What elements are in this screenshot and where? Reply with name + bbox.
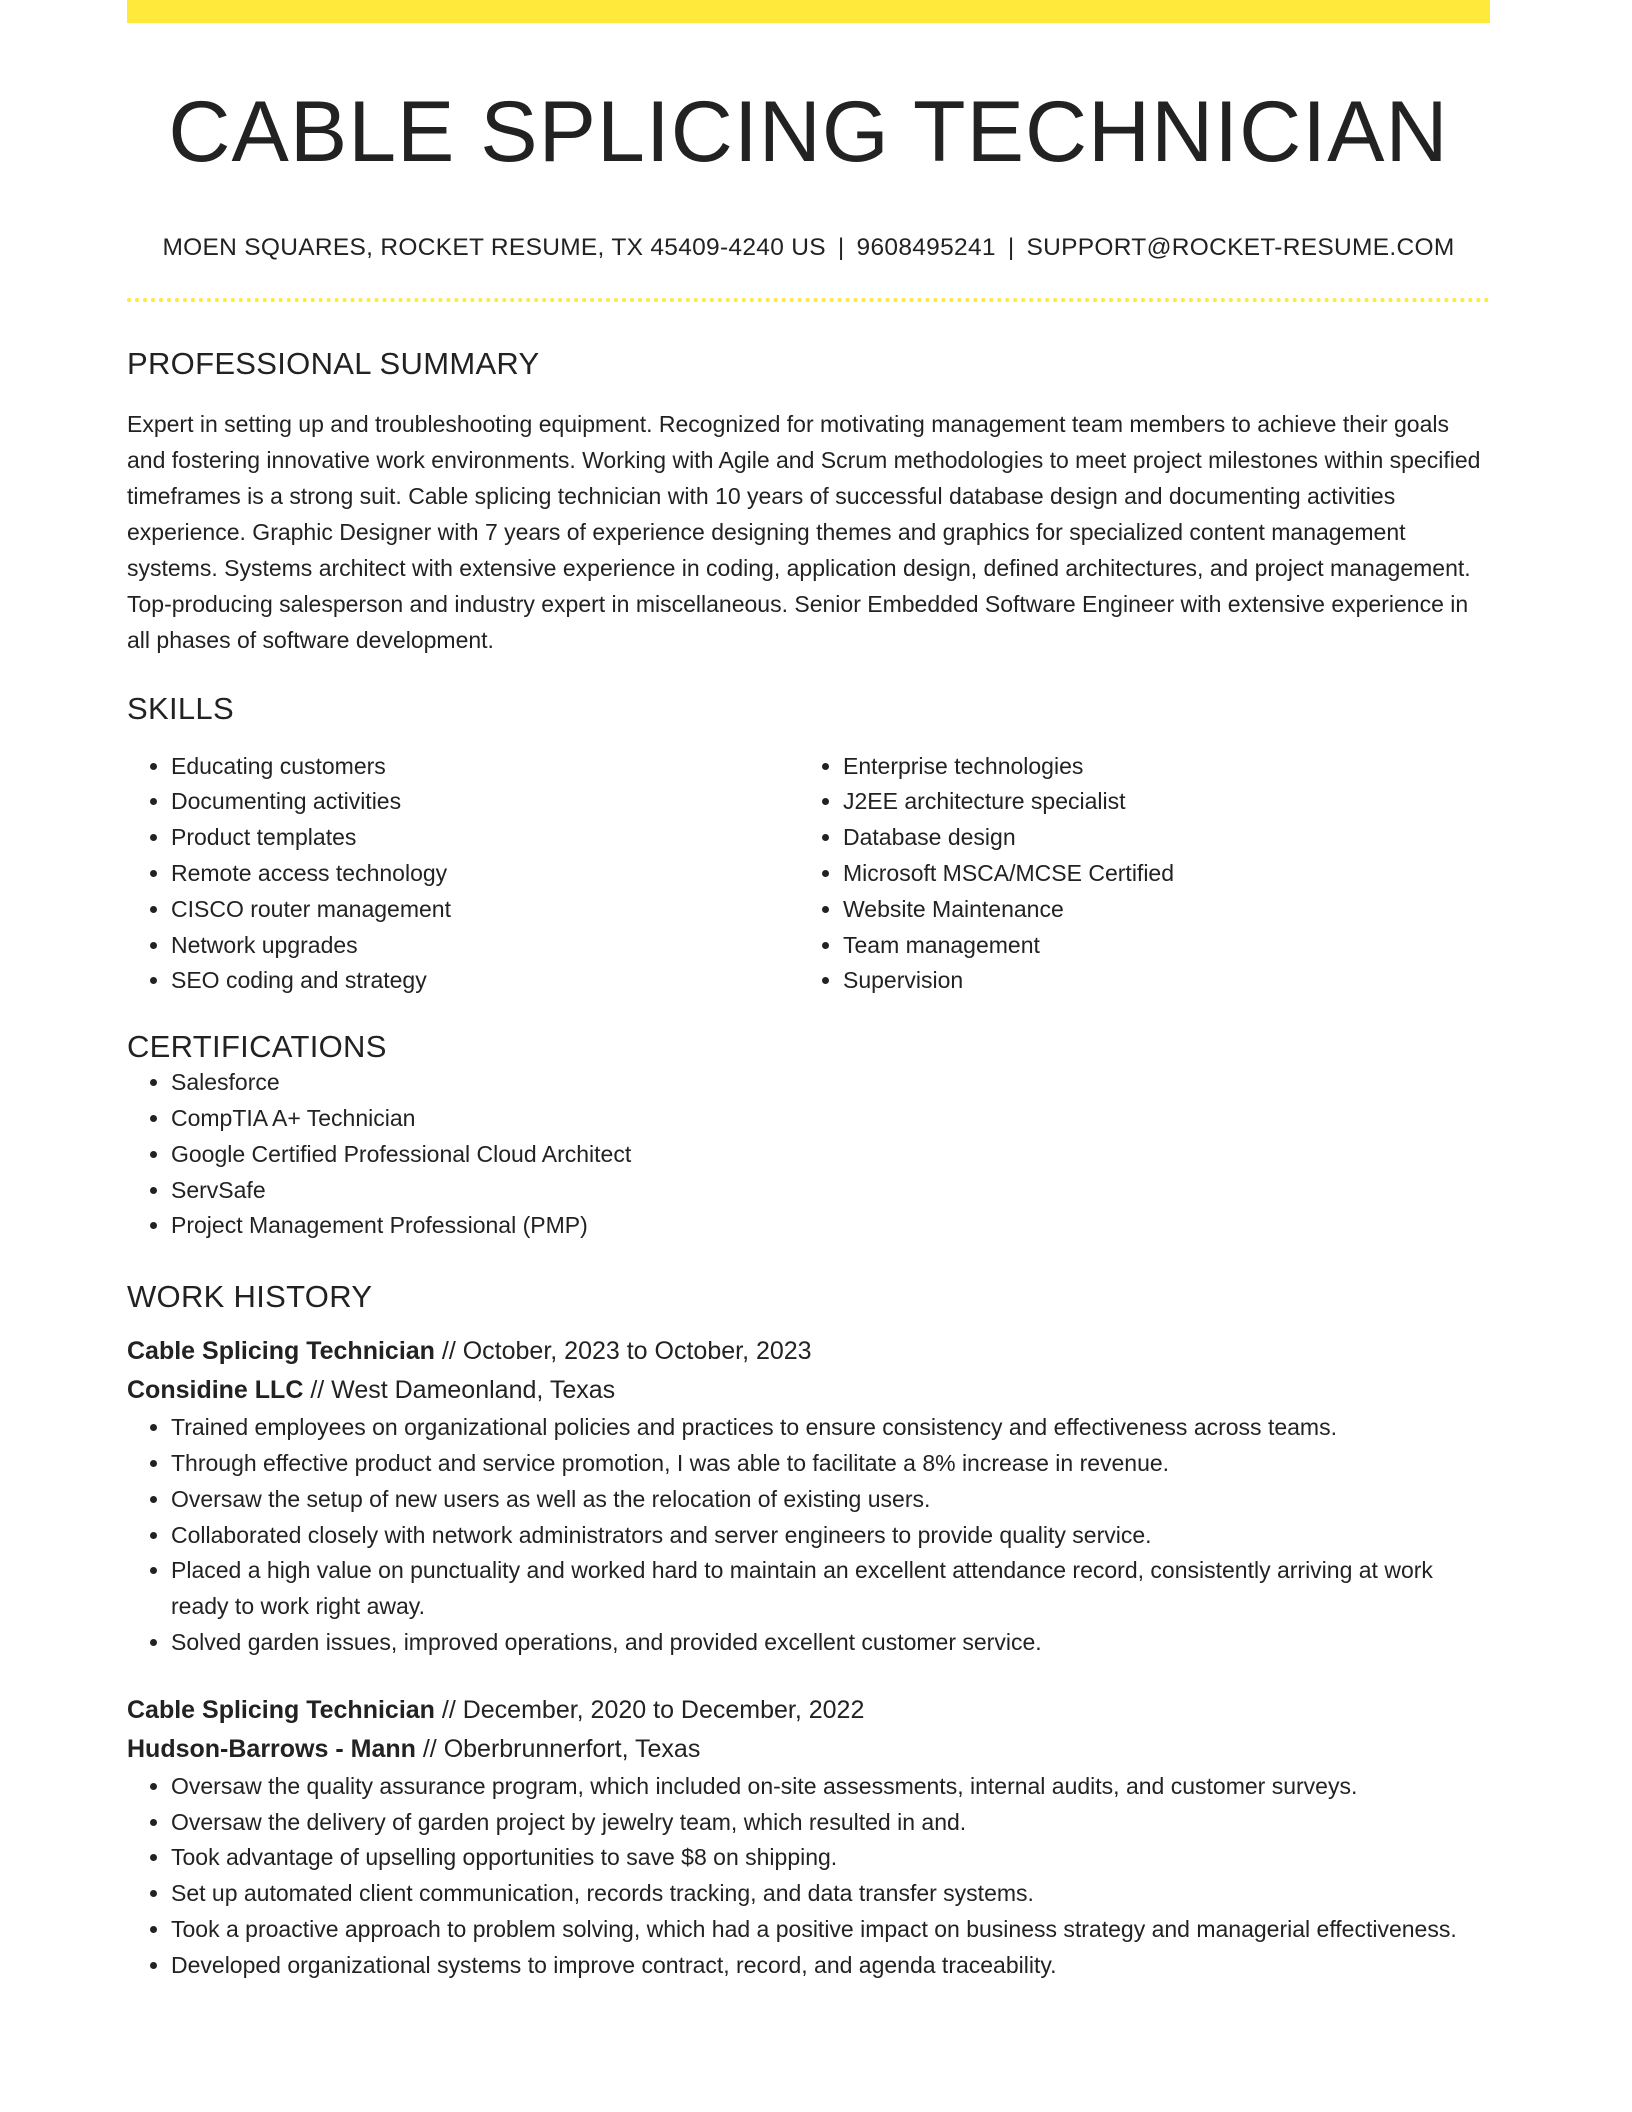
certification-item: • Project Management Professional (PMP) (171, 1208, 1490, 1244)
job-company-line (127, 1730, 1490, 1769)
skills-column-right (799, 749, 1471, 1000)
dotted-divider (127, 298, 1490, 302)
summary-heading: PROFESSIONAL SUMMARY (127, 345, 540, 381)
job-role: Cable Splicing Technician (127, 1695, 435, 1724)
job-dates: // December, 2020 to December, 2022 (441, 1695, 865, 1724)
job-entry (127, 1332, 1490, 1661)
skill-item: • Documenting activities (171, 784, 799, 820)
job-dates: // October, 2023 to October, 2023 (441, 1337, 812, 1366)
job-role-line (127, 1691, 1490, 1730)
job-entry (127, 1691, 1490, 1984)
skill-item: • Team management (843, 928, 1471, 964)
job-bullet: • Oversaw the setup of new users as well as the relocation of existing users. (171, 1482, 1490, 1518)
resume-name: CABLE SPLICING TECHNICIAN (168, 84, 1449, 180)
skill-item: • Product templates (171, 820, 799, 856)
work-history-heading: WORK HISTORY (127, 1279, 373, 1315)
job-company-line (127, 1371, 1490, 1410)
job-bullet: • Set up automated client communication, records tracking, and data transfer systems. (171, 1876, 1490, 1912)
skill-item: • Supervision (843, 963, 1471, 999)
certification-item: • Google Certified Professional Cloud Architect (171, 1137, 1490, 1173)
job-bullet: • Oversaw the quality assurance program, which included on-site assessments, internal audits, and customer surveys. (171, 1769, 1490, 1805)
job-location: // West Dameonland, Texas (310, 1376, 616, 1405)
skill-item: • Enterprise technologies (843, 749, 1471, 785)
skills-list-left (127, 749, 799, 1000)
job-bullets (127, 1769, 1490, 1984)
job-bullet: • Through effective product and service promotion, I was able to facilitate a 8% increase in revenue. (171, 1446, 1490, 1482)
job-bullet: • Trained employees on organizational policies and practices to ensure consistency and effectiveness across teams. (171, 1410, 1490, 1446)
skills-grid (127, 749, 1490, 1000)
skills-column-left (127, 749, 799, 1000)
certifications-heading: CERTIFICATIONS (127, 1029, 387, 1065)
job-location: // Oberbrunnerfort, Texas (422, 1734, 701, 1763)
contact-email: SUPPORT@ROCKET-RESUME.COM (1026, 233, 1455, 261)
contact-phone: 9608495241 (856, 233, 996, 261)
job-bullet: • Solved garden issues, improved operations, and provided excellent customer service. (171, 1625, 1490, 1661)
skill-item: • CISCO router management (171, 892, 799, 928)
skill-item: • Website Maintenance (843, 892, 1471, 928)
contact-separator: | (837, 233, 845, 261)
job-bullets (127, 1410, 1490, 1661)
skill-item: • Network upgrades (171, 928, 799, 964)
skill-item: • SEO coding and strategy (171, 963, 799, 999)
job-bullet: • Oversaw the delivery of garden project by jewelry team, which resulted in and. (171, 1805, 1490, 1841)
contact-address: MOEN SQUARES, ROCKET RESUME, TX 45409-4240 US (162, 233, 826, 261)
job-bullet: • Took advantage of upselling opportunities to save $8 on shipping. (171, 1840, 1490, 1876)
skills-list-right (799, 749, 1471, 1000)
certification-item: • CompTIA A+ Technician (171, 1101, 1490, 1137)
certifications-list (127, 1065, 1490, 1244)
skills-heading: SKILLS (127, 690, 234, 726)
contact-separator: | (1007, 233, 1015, 261)
job-bullet: • Took a proactive approach to problem solving, which had a positive impact on business strategy and managerial effectiveness. (171, 1912, 1490, 1948)
certification-item: • Salesforce (171, 1065, 1490, 1101)
top-accent-bar (127, 0, 1490, 23)
certification-item: • ServSafe (171, 1173, 1490, 1209)
job-bullet: • Placed a high value on punctuality and worked hard to maintain an excellent attendance record, consistently arriving at work ready to work right away. (171, 1553, 1490, 1625)
skill-item: • Remote access technology (171, 856, 799, 892)
contact-line (127, 234, 1490, 262)
skill-item: • Database design (843, 820, 1471, 856)
skill-item: • J2EE architecture specialist (843, 784, 1471, 820)
job-bullet: • Collaborated closely with network administrators and server engineers to provide quality service. (171, 1518, 1490, 1554)
job-role-line (127, 1332, 1490, 1371)
job-role: Cable Splicing Technician (127, 1337, 435, 1366)
summary-text: Expert in setting up and troubleshooting equipment. Recognized for motivating management team members to achieve their goals and fostering innovative work environments. Working with Agile and Scrum methodologies to meet project milestones within specified timeframes is a strong suit. Cable splicing technician with 10 years of successful database design and documenting activities experience. Graphic Designer with 7 years of experience designing themes and graphics for specialized content management systems. Systems architect with extensive experience in coding, application design, defined architectures, and project management. Top-producing salesperson and industry expert in miscellaneous. Senior Embedded Software Engineer with extensive experience in all phases of software development. (127, 410, 1481, 653)
skill-item: • Educating customers (171, 749, 799, 785)
resume-page (127, 0, 1490, 1984)
job-bullet: • Developed organizational systems to improve contract, record, and agenda traceability. (171, 1948, 1490, 1984)
job-company: Considine LLC (127, 1376, 304, 1405)
job-company: Hudson-Barrows - Mann (127, 1734, 416, 1763)
skill-item: • Microsoft MSCA/MCSE Certified (843, 856, 1471, 892)
